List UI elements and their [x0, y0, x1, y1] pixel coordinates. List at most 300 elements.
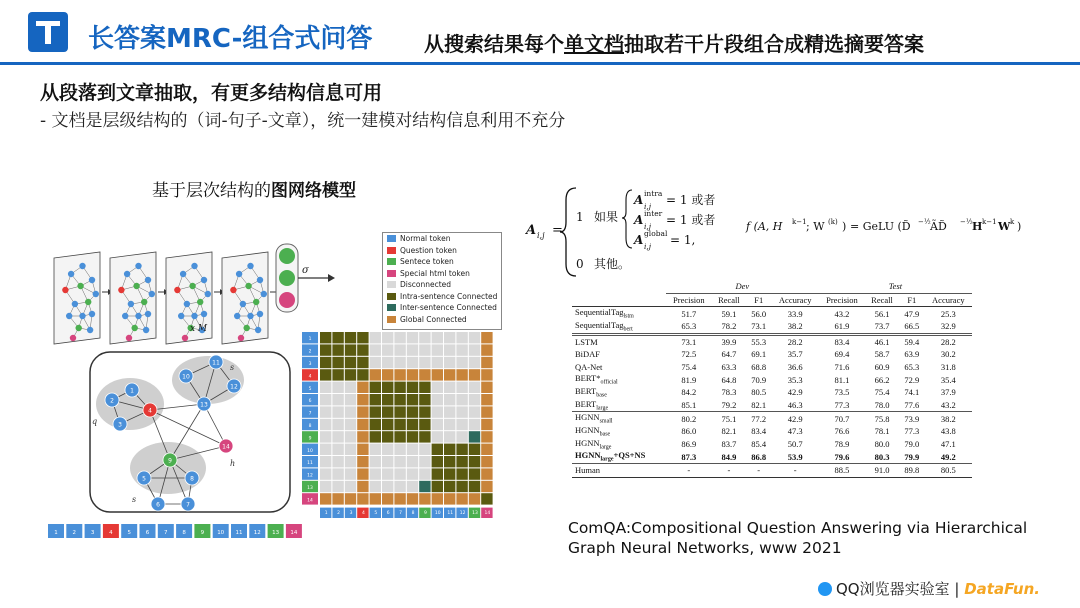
matrix-cell [370, 419, 381, 430]
matrix-cell [407, 481, 418, 492]
matrix-col-label: 14 [484, 510, 491, 516]
sup-intra: intra [644, 189, 663, 198]
matrix-cell [357, 332, 368, 343]
matrix-cell [419, 369, 430, 380]
matrix-cell [444, 456, 455, 467]
logo [28, 12, 68, 52]
model-name [572, 412, 666, 425]
table-cell: 73.1 [751, 321, 767, 332]
matrix-cell [332, 468, 343, 479]
gelu-close: ) [1017, 220, 1022, 233]
table-cell: 35.3 [787, 374, 803, 385]
gelu-function: f (A, H [746, 220, 783, 233]
case1-condition: 如果 [594, 210, 619, 224]
column-header-row [572, 293, 972, 307]
table-cell: 86.0 [681, 426, 697, 437]
matrix-cell [469, 382, 480, 393]
gelu-body: = GeLU (D̃ [850, 220, 911, 233]
table-cell: 43.2 [940, 400, 956, 411]
matrix-cell [407, 332, 418, 343]
table-cell: 28.2 [772, 334, 819, 348]
table-cell: 80.3 [874, 451, 890, 462]
slide-subtitle [424, 28, 924, 57]
table-cell: 79.2 [721, 400, 737, 411]
matrix-cell [332, 493, 343, 504]
model-base: HGNN [575, 412, 600, 423]
matrix-cell [481, 332, 492, 343]
case0-text: 其他。 [594, 257, 631, 271]
layer-node [174, 287, 180, 293]
layer-node [87, 327, 93, 333]
matrix-cell [382, 493, 393, 504]
model-base: BERT* [575, 373, 601, 384]
graph-node-label: 1 [130, 387, 134, 395]
matrix-cell [345, 419, 356, 430]
matrix-cell [345, 481, 356, 492]
matrix-cell [444, 493, 455, 504]
datafun-logo: DataFun. [964, 580, 1040, 598]
table-cell: 77.2 [746, 412, 772, 425]
matrix-cell [320, 456, 331, 467]
matrix-cell [419, 444, 430, 455]
matrix-cell [444, 357, 455, 368]
matrix-cell [345, 406, 356, 417]
matrix-cell [444, 481, 455, 492]
matrix-row-label: 10 [307, 448, 313, 454]
graph-node-label: 13 [200, 401, 208, 409]
table-cell: 59.4 [899, 334, 925, 348]
inner-brace [622, 190, 632, 248]
table-cell: 85.4 [751, 439, 767, 450]
matrix-col-label: 4 [361, 510, 365, 516]
table-cell: 30.2 [940, 349, 956, 360]
layer-node [205, 291, 211, 297]
matrix-cell [382, 382, 393, 393]
layer-node [191, 263, 197, 269]
matrix-cell [419, 344, 430, 355]
layer-node [149, 291, 155, 297]
matrix-cell [469, 493, 480, 504]
table-cell: 70.7 [819, 412, 865, 425]
matrix-cell [432, 431, 443, 442]
matrix-cell [444, 382, 455, 393]
legend-swatch [387, 258, 396, 265]
legend-label: Intra-sentence Connected [400, 291, 498, 301]
layer-node [247, 313, 253, 319]
table-cell: 55.3 [746, 334, 772, 348]
model-base: BERT [575, 398, 597, 409]
layer-node [257, 277, 263, 283]
table-cell: 79.0 [904, 439, 920, 450]
token-label: 6 [145, 530, 150, 536]
model-base: Human [575, 465, 601, 476]
table-cell: 80.2 [666, 412, 712, 425]
matrix-cell [456, 357, 467, 368]
model-name [572, 425, 666, 438]
model-base: LSTM [575, 336, 598, 347]
matrix-cell [345, 468, 356, 479]
table-cell: 47.3 [787, 426, 803, 437]
matrix-cell [407, 406, 418, 417]
table-cell: 42.9 [787, 387, 803, 398]
matrix-cell [357, 431, 368, 442]
matrix-cell [357, 382, 368, 393]
matrix-cell [394, 382, 405, 393]
matrix-cell [456, 493, 467, 504]
layer-node [201, 277, 207, 283]
matrix-cell [444, 369, 455, 380]
layer-node [141, 299, 147, 305]
matrix-cell [469, 332, 480, 343]
table-cell: 83.7 [721, 439, 737, 450]
results-table-container [572, 280, 972, 490]
gelu-weight: ; W [806, 220, 825, 233]
model-base: HGNN [575, 425, 600, 436]
matrix-cell [444, 444, 455, 455]
model-col-header [572, 293, 666, 307]
table-cell: 50.7 [787, 439, 803, 450]
matrix-col-label: 6 [386, 510, 390, 516]
table-cell: 63.9 [904, 349, 920, 360]
matrix-cell [432, 481, 443, 492]
matrix-cell [345, 357, 356, 368]
matrix-cell [432, 456, 443, 467]
table-cell: 73.5 [834, 387, 850, 398]
model-name [572, 307, 666, 320]
graph-node-label: 12 [230, 383, 238, 391]
matrix-row-label: 9 [308, 436, 312, 442]
table-cell: 66.2 [874, 374, 890, 385]
header-divider [0, 62, 1080, 65]
table-cell: 64.8 [721, 374, 737, 385]
matrix-col-label: 8 [411, 510, 415, 516]
sentence1-label: s [132, 495, 137, 504]
model-name [572, 334, 666, 348]
token-label: 7 [164, 530, 168, 536]
layer-node [66, 313, 72, 319]
matrix-row-label: 13 [307, 486, 313, 491]
sigma-label: σ [302, 265, 309, 276]
model-name [572, 320, 666, 334]
gelu-mid: ÃD̃ [930, 220, 947, 233]
matrix-row-label: 14 [307, 498, 313, 504]
matrix-cell [456, 369, 467, 380]
model-name [572, 348, 666, 361]
layer-node [133, 283, 139, 289]
table-cell: 74.1 [904, 387, 920, 398]
question-label: q [92, 417, 98, 426]
table-cell: 68.8 [751, 362, 767, 373]
eq-inter: = 1 或者 [666, 213, 716, 227]
matrix-cell [357, 344, 368, 355]
matrix-cell [481, 394, 492, 405]
legend-swatch [387, 304, 396, 311]
graph-node-label: 3 [118, 421, 122, 429]
layer-node [143, 327, 149, 333]
footer-brand [818, 578, 1040, 599]
matrix-cell [407, 369, 418, 380]
token-label: 13 [272, 530, 280, 536]
matrix-cell [469, 456, 480, 467]
token-sequence [48, 524, 302, 538]
table-cell: 65.3 [681, 321, 697, 332]
matrix-cell [419, 456, 430, 467]
layer-node [238, 335, 244, 341]
a-inter: A [634, 213, 644, 227]
table-cell: 42.9 [772, 412, 819, 425]
matrix-cell [394, 468, 405, 479]
table-cell: 86.9 [681, 439, 697, 450]
graph-node-label: 10 [182, 373, 190, 381]
table-cell: 80.5 [925, 464, 972, 478]
matrix-cell [481, 357, 492, 368]
model-name [572, 450, 666, 463]
gelu-sup-k1: k−1 [792, 218, 807, 226]
matrix-cell [407, 394, 418, 405]
matrix-cell [382, 406, 393, 417]
eq-global: = 1, [670, 233, 696, 247]
layer-node [178, 313, 184, 319]
matrix-cell [419, 357, 430, 368]
subtitle-underlined: 单文档 [564, 32, 624, 56]
matrix-cell [444, 419, 455, 430]
layer-node [89, 277, 95, 283]
matrix-cell [419, 394, 430, 405]
matrix-cell [432, 406, 443, 417]
layer-node [70, 335, 76, 341]
gelu-w: W [998, 220, 1011, 233]
matrix-cell [407, 493, 418, 504]
table-cell: - [746, 464, 772, 478]
matrix-cell [345, 431, 356, 442]
matrix-cell [456, 444, 467, 455]
arrow-head-icon [328, 274, 335, 282]
sentence2-label: s [230, 363, 235, 372]
token-label: 11 [235, 530, 243, 536]
matrix-cell [382, 468, 393, 479]
matrix-cell [332, 332, 343, 343]
layer-node [189, 283, 195, 289]
matrix-cell [382, 481, 393, 492]
table-cell: 35.7 [787, 349, 803, 360]
gelu-sup-kb: k [1010, 218, 1015, 226]
formula-lhs: A [526, 223, 537, 238]
matrix-row-label: 12 [307, 473, 313, 479]
model-suffix: +QS+NS [613, 450, 646, 461]
matrix-cell [357, 468, 368, 479]
layer-node [68, 271, 74, 277]
table-cell: 65.3 [904, 362, 920, 373]
matrix-cell [394, 344, 405, 355]
matrix-cell [320, 332, 331, 343]
matrix-cell [407, 357, 418, 368]
matrix-cell [394, 406, 405, 417]
matrix-cell [357, 357, 368, 368]
column-header: Recall [718, 294, 740, 305]
table-cell: 77.3 [834, 400, 850, 411]
gelu-sup-k1b: k−1 [982, 218, 997, 226]
token-label: 1 [54, 530, 58, 536]
matrix-cell [481, 382, 492, 393]
matrix-cell [370, 394, 381, 405]
table-cell: 81.9 [681, 374, 697, 385]
table-cell: 80.0 [874, 439, 890, 450]
token-label: 8 [182, 530, 186, 536]
matrix-cell [432, 357, 443, 368]
model-base: SequentialTag [575, 307, 624, 318]
table-cell: 32.9 [940, 321, 956, 332]
legend-label: Disconnected [400, 280, 452, 290]
layer-node [247, 263, 253, 269]
table-cell: 35.4 [940, 374, 956, 385]
layer-node [236, 271, 242, 277]
figure-caption [152, 176, 356, 201]
matrix-cell [394, 456, 405, 467]
matrix-cell [320, 419, 331, 430]
matrix-cell [419, 481, 430, 492]
table-row [572, 348, 972, 361]
model-name [572, 386, 666, 399]
table-cell: 79.6 [834, 451, 850, 462]
matrix-cell [382, 444, 393, 455]
matrix-cell [320, 394, 331, 405]
matrix-cell [407, 468, 418, 479]
table-cell: 73.7 [874, 321, 890, 332]
legend-item [383, 279, 501, 291]
matrix-cell [357, 369, 368, 380]
matrix-cell [456, 431, 467, 442]
graph-node-label: 8 [190, 475, 194, 483]
layer-node [145, 311, 151, 317]
matrix-row-label: 5 [308, 386, 312, 392]
section-heading: 从段落到文章抽取，有更多结构信息可用 [40, 82, 383, 104]
table-cell: 33.9 [772, 307, 819, 320]
paper-reference [568, 518, 1027, 558]
table-cell: 46.3 [787, 400, 803, 411]
matrix-cell [382, 357, 393, 368]
table-cell: 38.2 [787, 321, 803, 332]
matrix-cell [407, 431, 418, 442]
model-subscript: base [596, 392, 607, 399]
matrix-cell [432, 344, 443, 355]
model-name [572, 373, 666, 386]
adjacency-matrix [302, 332, 498, 528]
table-cell: 49.2 [940, 451, 956, 462]
layer-node [118, 287, 124, 293]
model-name [572, 399, 666, 412]
table-cell: 78.9 [834, 439, 850, 450]
matrix-cell [444, 406, 455, 417]
matrix-cell [382, 332, 393, 343]
layer-node [135, 313, 141, 319]
matrix-cell [407, 382, 418, 393]
reference-line-2: Graph Neural Networks, www 2021 [568, 539, 842, 557]
token-label: 12 [253, 530, 261, 536]
table-body [572, 307, 972, 478]
graph-layer-stack [54, 252, 280, 344]
token-label: 3 [90, 530, 95, 536]
table-cell: 88.5 [819, 464, 865, 478]
graph-node-label: 2 [110, 397, 114, 405]
table-cell: 69.1 [751, 349, 767, 360]
token-label: 4 [109, 530, 113, 536]
case1-value: 1 [576, 210, 584, 224]
matrix-cell [394, 431, 405, 442]
table-row [572, 373, 972, 386]
column-header: Precision [826, 294, 858, 305]
matrix-cell [345, 344, 356, 355]
table-cell: 78.0 [874, 400, 890, 411]
matrix-cell [345, 382, 356, 393]
table-cell: 56.0 [746, 307, 772, 320]
results-table [572, 280, 972, 478]
matrix-row-label: 8 [308, 424, 312, 429]
sup-inter: inter [644, 209, 663, 218]
table-cell: 87.3 [681, 451, 697, 462]
legend-label: Question token [400, 245, 457, 255]
matrix-cell [382, 394, 393, 405]
matrix-cell [370, 456, 381, 467]
table-row [572, 399, 972, 412]
matrix-col-label: 12 [459, 510, 466, 516]
matrix-cell [370, 357, 381, 368]
logo-icon [28, 12, 68, 52]
reference-line-1: ComQA:Compositional Question Answering via Hierarchical [568, 519, 1028, 537]
matrix-cell [332, 344, 343, 355]
matrix-cell [332, 481, 343, 492]
model-subscript: lstm [623, 313, 634, 320]
column-header: F1 [754, 294, 764, 305]
matrix-cell [357, 493, 368, 504]
matrix-cell [357, 394, 368, 405]
matrix-cell [481, 468, 492, 479]
matrix-cell [456, 456, 467, 467]
matrix-row-label: 2 [308, 349, 312, 355]
legend-label: Global Connected [400, 314, 467, 324]
matrix-cell [394, 481, 405, 492]
model-base: HGNN [575, 437, 600, 448]
matrix-cell [332, 406, 343, 417]
matrix-cell [394, 369, 405, 380]
matrix-cell [432, 332, 443, 343]
matrix-cell [320, 493, 331, 504]
matrix-cell [481, 444, 492, 455]
matrix-cell [382, 419, 393, 430]
table-cell: 81.1 [834, 374, 850, 385]
table-cell: 43.8 [940, 426, 956, 437]
matrix-cell [432, 444, 443, 455]
token-label: 5 [127, 530, 131, 536]
table-cell: 70.9 [751, 374, 767, 385]
layer-node [124, 271, 130, 277]
matrix-cell [419, 382, 430, 393]
matrix-cell [370, 431, 381, 442]
table-row [572, 307, 972, 320]
model-base: BERT [575, 386, 597, 397]
legend-item [383, 314, 501, 326]
table-cell: 71.6 [834, 362, 850, 373]
legend-item [383, 245, 501, 257]
table-cell: 79.9 [904, 451, 920, 462]
layer-node [245, 283, 251, 289]
table-cell: 69.4 [834, 349, 850, 360]
layer-node [191, 313, 197, 319]
legend-item [383, 268, 501, 280]
matrix-cell [394, 394, 405, 405]
table-cell: 46.1 [865, 334, 899, 348]
layer-node [240, 301, 246, 307]
matrix-cell [407, 344, 418, 355]
